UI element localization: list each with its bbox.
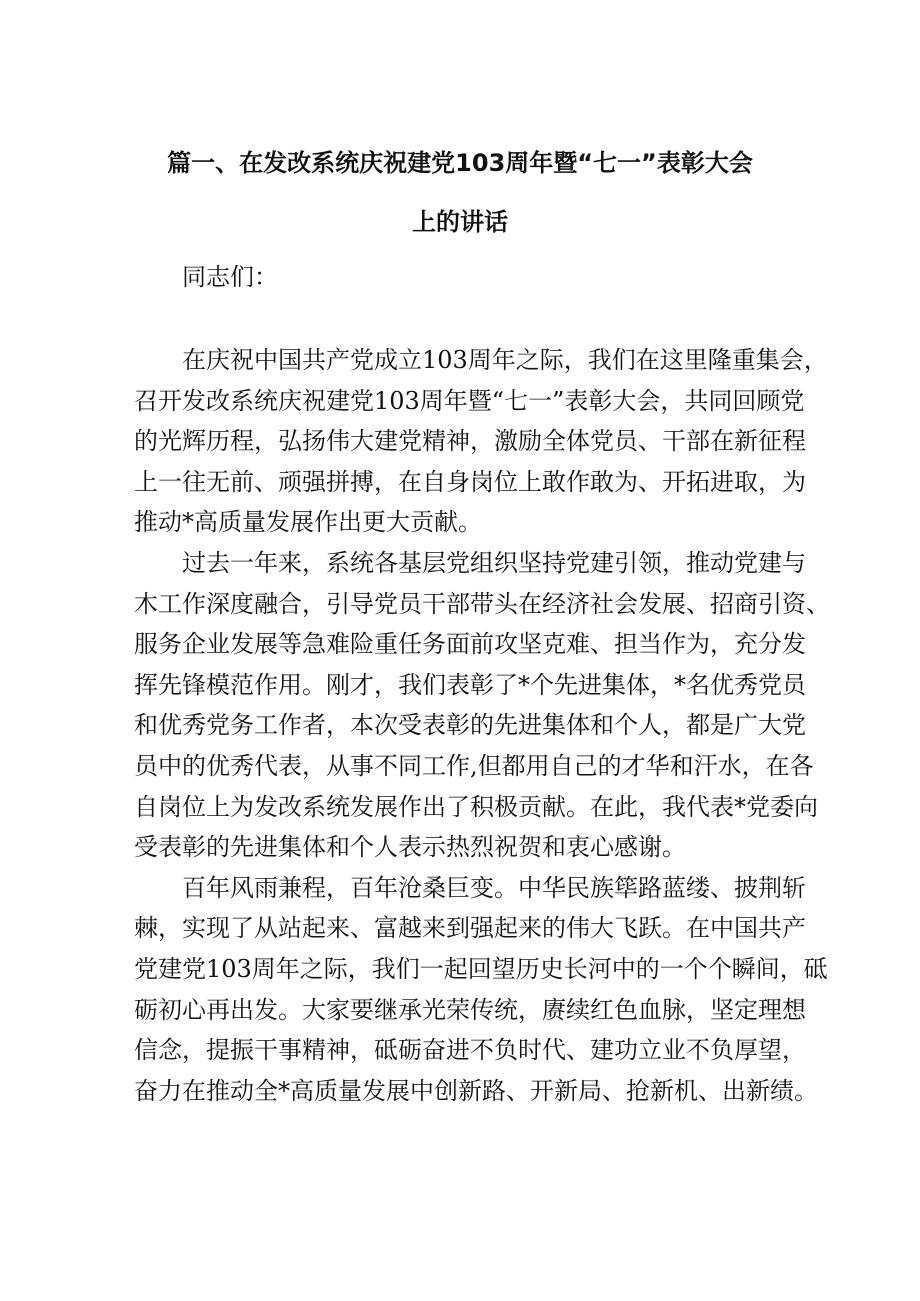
paragraph-2-line-2: 木工作深度融合，引导党员干部带头在经济社会发展、招商引资、 <box>134 589 830 618</box>
document-body <box>134 340 830 1111</box>
paragraph-3-line-1: 百年风雨兼程，百年沧桑巨变。中华民族筚路蓝缕、披荆斩 <box>182 873 806 902</box>
paragraph-2-line-7: 自岗位上为发改系统发展作出了积极贡献。在此，我代表*党委向 <box>134 792 818 821</box>
paragraph-1-line-5: 推动*高质量发展作出更大贡献。 <box>134 508 482 537</box>
salutation: 同志们： <box>182 263 278 291</box>
paragraph-3-line-2: 棘，实现了从站起来、富越来到强起来的伟大飞跃。在中国共产 <box>134 914 806 943</box>
paragraph-2-line-1: 过去一年来，系统各基层党组织坚持党建引领，推动党建与 <box>182 548 806 577</box>
document-title-line-2: 上的讲话 <box>412 208 508 236</box>
paragraph-1-line-4: 上一往无前、顽强拼搏，在自身岗位上敢作敢为、开拓进取，为 <box>134 467 806 496</box>
paragraph-2-line-6: 员中的优秀代表，从事不同工作,但都用自己的才华和汗水，在各 <box>134 751 814 780</box>
paragraph-3-line-5: 信念，提振干事精神，砥砺奋进不负时代、建功立业不负厚望， <box>134 1036 806 1065</box>
paragraph-1-line-1: 在庆祝中国共产党成立103周年之际，我们在这里隆重集会， <box>182 346 828 374</box>
paragraph-3-line-3: 党建党103周年之际，我们一起回望历史长河中的一个个瞬间，砥 <box>134 954 828 983</box>
paragraph-3-line-4: 砺初心再出发。大家要继承光荣传统，赓续红色血脉，坚定理想 <box>134 995 806 1024</box>
paragraph-3-line-6: 奋力在推动全*高质量发展中创新路、开新局、抢新机、出新绩。 <box>134 1076 818 1105</box>
paragraph-2-line-5: 和优秀党务工作者，本次受表彰的先进集体和个人，都是广大党 <box>134 711 806 740</box>
paragraph-1-line-2: 召开发改系统庆祝建党103周年暨“七一”表彰大会，共同回顾党 <box>134 386 805 415</box>
paragraph-2-line-3: 服务企业发展等急难险重任务面前攻坚克难、担当作为，充分发 <box>134 630 806 659</box>
paragraph-2-line-4: 挥先锋模范作用。刚才，我们表彰了*个先进集体，*名优秀党员 <box>134 670 806 699</box>
paragraph-2-line-8: 受表彰的先进集体和个人表示热烈祝贺和衷心感谢。 <box>134 833 686 862</box>
paragraph-1-line-3: 的光辉历程，弘扬伟大建党精神，激励全体党员、干部在新征程 <box>134 427 806 456</box>
document-title-line-1: 篇一、在发改系统庆祝建党103周年暨“七一”表彰大会 <box>167 149 753 177</box>
